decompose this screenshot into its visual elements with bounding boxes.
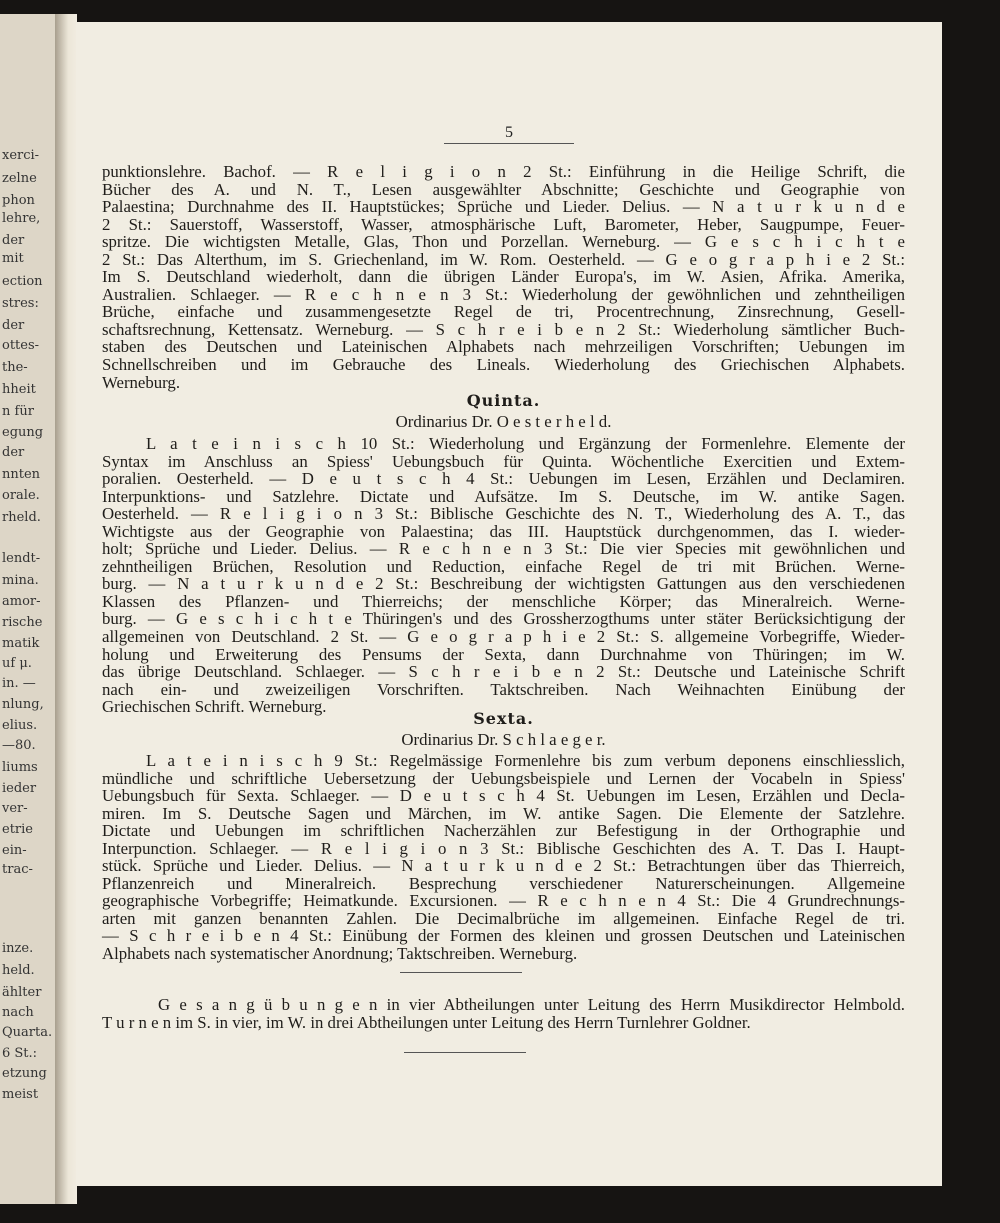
text-line: das übrige Deutschland. Schlaeger. — S c h r e i b e n 2 St.: Deutsche und Lateinische Schrift <box>102 662 905 682</box>
text-line: Interpunction. Schlaeger. — R e l i g i o n 3 St.: Biblische Geschichten des A. T. Das I. Haupt- <box>102 838 905 858</box>
left-page-text-fragment: nach <box>2 1005 34 1020</box>
left-page-text-fragment: nlung, <box>2 697 44 712</box>
text-line: Schnellschreiben und im Gebrauche des Lineals. Wiederholung des Griechischen Alphabets. <box>102 355 905 375</box>
text-line: L a t e i n i s c h 9 St.: Regelmässige Formenlehre bis zum verbum deponens einschliesslich, <box>146 751 905 770</box>
left-page-text-fragment: egung <box>2 425 44 440</box>
left-page-text-fragment: zelne <box>2 171 37 186</box>
text-line: mündliche und schriftliche Uebersetzung der Uebungsbeispiele und Lernen der Vocabeln in Spiess' <box>102 768 905 788</box>
text-line: Wichtigste aus der Geographie von Palaestina; das III. Hauptstück durchgenommen, das I. wieder- <box>102 521 905 541</box>
left-page-text-fragment: etzung <box>2 1066 47 1081</box>
left-page-text-fragment: ieder <box>2 781 37 796</box>
text-line: stück. Sprüche und Lieder. Delius. — N a t u r k u n d e 2 St.: Betrachtungen über das Thierreich, <box>102 856 905 876</box>
text-line: 2 St.: Sauerstoff, Wasserstoff, Wasser, atmosphärische Luft, Barometer, Heber, Saugpumpe, Feuer- <box>102 214 905 234</box>
text-line: Dictate und Uebungen im schriftlichen Nacherzählen zur Befestigung in der Orthographie und <box>102 821 905 841</box>
left-page-text-fragment: rheld. <box>2 510 41 525</box>
text-line: allgemeinen von Deutschland. 2 St. — G e o g r a p h i e 2 St.: S. allgemeine Vorbegriffe, Wieder- <box>102 627 905 647</box>
text-line: holung und Erweiterung des Pensums der Sexta, dann Durchnahme von Thüringen; im W. <box>102 644 905 664</box>
text-line: arten mit ganzen benannten Zahlen. Die Decimalbrüche im allgemeinen. Einfache Regel de tri. <box>102 908 905 928</box>
left-page-text-fragment: etrie <box>2 822 33 837</box>
text-line: Uebungsbuch für Sexta. Schlaeger. — D e u t s c h 4 St. Uebungen im Lesen, Erzählen und Decla- <box>102 786 905 806</box>
book-gutter <box>55 14 77 1204</box>
left-page-text-fragment: hheit <box>2 382 36 397</box>
text-line: Griechischen Schrift. Werneburg. <box>102 697 327 717</box>
left-page-text-fragment: amor- <box>2 594 41 609</box>
left-page-text-fragment: lehre, <box>2 211 41 226</box>
text-line: G e s a n g ü b u n g e n in vier Abtheilungen unter Leitung des Herrn Musikdirector Helmbold. <box>158 995 905 1014</box>
text-line: Pflanzenreich und Mineralreich. Besprechung verschiedener Naturerscheinungen. Allgemeine <box>102 873 905 893</box>
text-line: nach ein- und zweizeiligen Vorschriften. Taktschreiben. Nach Weihnachten Einübung der <box>102 679 905 699</box>
sexta-ordinarius: Ordinarius Dr. S c h l a e g e r. <box>401 729 606 749</box>
quinta-ordinarius: Ordinarius Dr. O e s t e r h e l d. <box>395 411 612 431</box>
left-page-text-fragment: orale. <box>2 488 40 503</box>
left-page-text-fragment: ählter <box>2 985 42 1000</box>
left-page-text-fragment: meist <box>2 1087 39 1102</box>
left-page-text-fragment: the- <box>2 360 28 375</box>
sexta-section-header <box>102 710 905 748</box>
text-line: punktionslehre. Bachof. — R e l i g i o n 2 St.: Einführung in die Heilige Schrift, die <box>102 162 905 181</box>
text-line: Im S. Deutschland wiederholt, dann die übrigen Länder Europa's, im W. Asien, Afrika. Amerika, <box>102 267 905 287</box>
paragraph-sexta <box>102 752 905 963</box>
text-line: holt; Sprüche und Lieder. Delius. — R e c h n e n 3 St.: Die vier Species mit gewöhnlichen und <box>102 539 905 559</box>
left-page-text-fragment: der <box>2 233 25 248</box>
text-line: burg. — N a t u r k u n d e 2 St.: Beschreibung der wichtigsten Gattungen aus den verschiedenen <box>102 574 905 594</box>
left-page-text-fragment: der <box>2 445 25 460</box>
text-line: staben des Deutschen und Lateinischen Alphabets nach mehrzeiligen Vorschriften; Uebungen im <box>102 337 905 357</box>
page-number: 5 <box>505 124 513 141</box>
left-page-edge <box>0 14 56 1204</box>
left-page-text-fragment: liums <box>2 760 38 775</box>
left-page-text-fragment: Quarta. <box>2 1025 53 1040</box>
left-page-text-fragment: elius. <box>2 718 38 733</box>
quinta-heading: Quinta. <box>466 391 541 410</box>
left-page-text-fragment: lendt- <box>2 551 41 566</box>
paragraph-quinta <box>102 435 905 716</box>
left-page-text-fragment: uf μ. <box>2 656 32 671</box>
left-page-text-fragment: ottes- <box>2 338 40 353</box>
left-page-text-fragment: stres: <box>2 296 39 311</box>
left-page-text-fragment: phon <box>2 193 35 208</box>
left-page-text-fragment: matik <box>2 636 40 651</box>
left-page-text-fragment: nnten <box>2 467 41 482</box>
text-line: 2 St.: Das Alterthum, im S. Griechenland, im W. Rom. Oesterheld. — G e o g r a p h i e 2 St.: <box>102 249 905 269</box>
left-page-text-fragment: der <box>2 318 25 333</box>
text-line: Oesterheld. — R e l i g i o n 3 St.: Biblische Geschichte des N. T., Wiederholung des A. T., das <box>102 504 905 524</box>
left-page-text-fragment: trac- <box>2 862 33 877</box>
page-number-rule <box>444 143 574 144</box>
text-line: Syntax im Anschluss an Spiess' Uebungsbuch für Quinta. Wöchentliche Exercitien und Extem- <box>102 451 905 471</box>
text-line: Palaestina; Durchnahme des II. Hauptstückes; Sprüche und Lieder. Delius. — N a t u r k u n d e <box>102 197 905 217</box>
text-line: Werneburg. <box>102 372 181 392</box>
text-line: Klassen des Pflanzen- und Thierreichs; der menschliche Körper; das Mineralreich. Werne- <box>102 591 905 611</box>
text-line: L a t e i n i s c h 10 St.: Wiederholung und Ergänzung der Formenlehre. Elemente der <box>146 434 905 453</box>
text-line: burg. — G e s c h i c h t e Thüringen's und des Grossherzogthums unter stäter Berücksichtigung der <box>102 609 905 629</box>
left-page-text-fragment: xerci- <box>2 148 40 163</box>
left-page-text-fragment: 6 St.: <box>2 1046 38 1061</box>
text-line: spritze. Die wichtigsten Metalle, Glas, Thon und Porzellan. Werneburg. — G e s c h i c h t e <box>102 232 905 252</box>
left-page-text-fragment: ver- <box>2 801 28 816</box>
text-line: Brüche, einfache und zusammengesetzte Regel de tri, Procentrechnung, Zinsrechnung, Gesell- <box>102 302 905 322</box>
sexta-heading: Sexta. <box>473 709 534 728</box>
text-line: Australien. Schlaeger. — R e c h n e n 3 St.: Wiederholung der gewöhnlichen und zehntheiligen <box>102 284 905 304</box>
left-page-text-fragment: held. <box>2 963 35 978</box>
left-page-text-fragment: mit <box>2 251 24 266</box>
quinta-section-header <box>102 392 905 430</box>
separator-rule <box>400 972 522 973</box>
text-line: zehntheiligen Brüchen, Resolution und Reduction, einfache Regel de tri mit Brüchen. Werne- <box>102 556 905 576</box>
paragraph-quarta-continued <box>102 163 905 391</box>
left-page-text-fragment: inze. <box>2 941 34 956</box>
left-page-text-fragment: —80. <box>2 738 36 753</box>
text-line: schaftsrechnung, Kettensatz. Werneburg. — S c h r e i b e n 2 St.: Wiederholung sämtlicher Buch- <box>102 319 905 339</box>
text-line: Alphabets nach systematischer Anordnung; Taktschreiben. Werneburg. <box>102 944 578 964</box>
left-page-text-fragment: in. — <box>2 676 36 691</box>
left-page-text-fragment: mina. <box>2 573 39 588</box>
end-rule <box>404 1052 526 1053</box>
document-page <box>76 22 942 1186</box>
left-page-text-fragment: ein- <box>2 843 27 858</box>
text-line: T u r n e n im S. in vier, im W. in drei Abtheilungen unter Leitung des Herrn Turnlehrer Goldner. <box>102 1012 751 1032</box>
text-line: — S c h r e i b e n 4 St.: Einübung der Formen des kleinen und grossen Deutschen und Lateinischen <box>102 926 905 946</box>
left-page-text-fragment: n für <box>2 404 34 419</box>
text-line: miren. Im S. Deutsche Sagen und Märchen, im W. antike Sagen. Die Elemente der Satzlehre. <box>102 803 905 823</box>
text-line: Interpunktions- und Satzlehre. Dictate und Aufsätze. Im S. Deutsche, im W. antike Sagen. <box>102 486 905 506</box>
left-page-text-fragment: ection <box>2 274 43 289</box>
text-line: Bücher des A. und N. T., Lesen ausgewählter Abschnitte; Geschichte und Geographie von <box>102 179 905 199</box>
paragraph-singing-gym <box>102 996 905 1031</box>
text-line: geographische Vorbegriffe; Heimatkunde. Excursionen. — R e c h n e n 4 St.: Die 4 Grundrechnungs- <box>102 891 905 911</box>
text-line: poralien. Oesterheld. — D e u t s c h 4 St.: Uebungen im Lesen, Erzählen und Declamiren. <box>102 469 905 489</box>
left-page-text-fragment: rische <box>2 615 43 630</box>
